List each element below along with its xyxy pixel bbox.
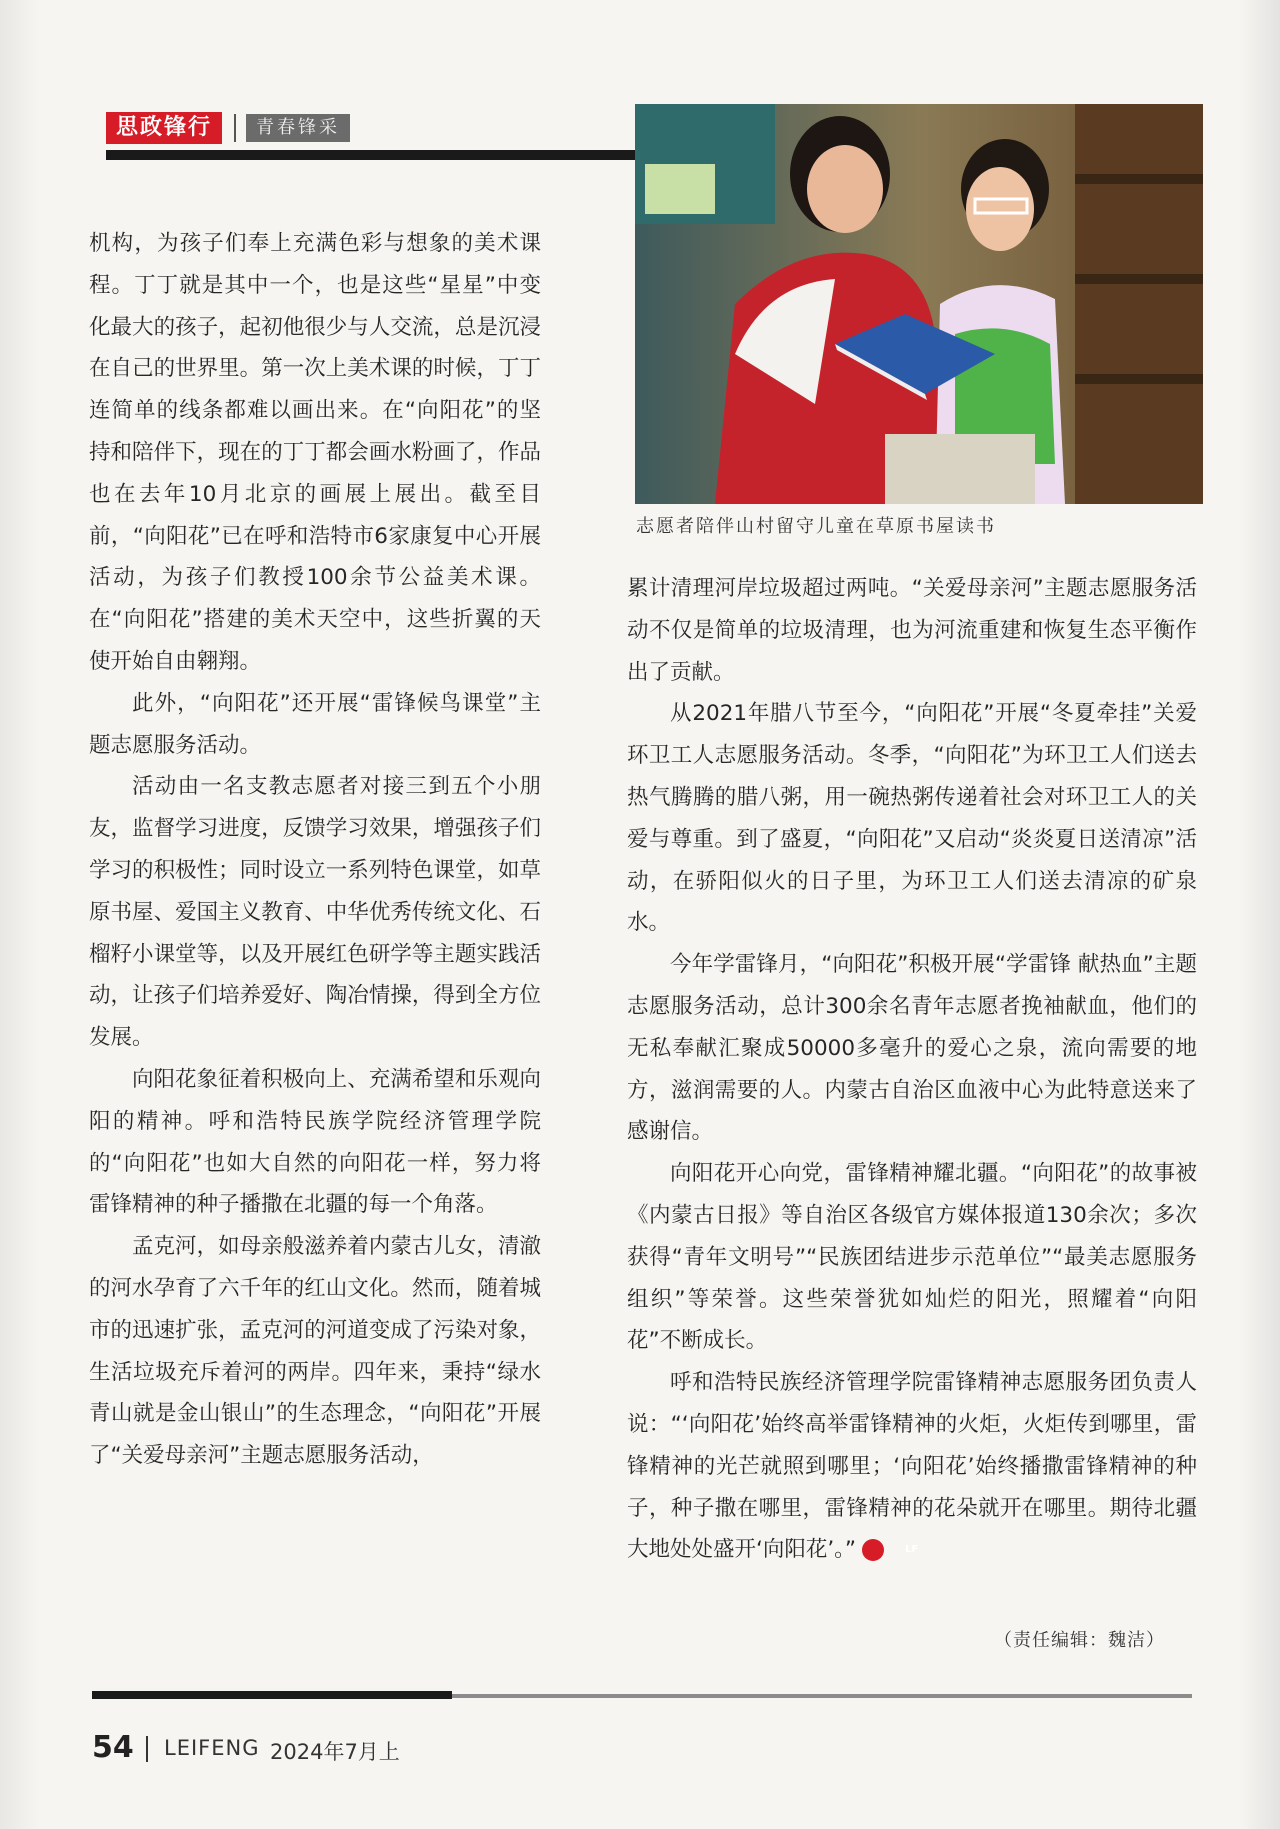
page-number: 54 bbox=[92, 1730, 134, 1765]
photo-illustration bbox=[635, 104, 1203, 504]
paragraph: 孟克河，如母亲般滋养着内蒙古儿女，清澈的河水孕育了六千年的红山文化。然而，随着城市的迅速扩张，孟克河的河道变成了污染对象，生活垃圾充斥着河的两岸。四年来，秉持“绿水青山就是金山银山”的生态理念，“向阳花”开展了“关爱母亲河”主题志愿服务活动， bbox=[89, 1234, 541, 1469]
sub-section-tag: 青春锋采 bbox=[246, 114, 350, 142]
paragraph: 活动由一名支教志愿者对接三到五个小朋友，监督学习进度，反馈学习效果，增强孩子们学习的积极性；同时设立一系列特色课堂，如草原书屋、爱国主义教育、中华优秀传统文化、石榴籽小课堂等，以及开展红色研学等主题实践活动，让孩子们培养爱好、陶冶情操，得到全方位发展。 bbox=[89, 774, 541, 1051]
paragraph: 今年学雷锋月，“向阳花”积极开展“学雷锋 献热血”主题志愿服务活动，总计300余名青年志愿者挽袖献血，他们的无私奉献汇聚成50000多毫升的爱心之泉，流向需要的地方，滋润需要的人。内蒙古自治区血液中心为此特意送来了感谢信。 bbox=[627, 952, 1197, 1145]
volunteer-reading-photo bbox=[635, 104, 1203, 504]
section-header bbox=[106, 108, 546, 156]
paragraph: 机构，为孩子们奉上充满色彩与想象的美术课程。丁丁就是其中一个，也是这些“星星”中变化最大的孩子，起初他很少与人交流，总是沉浸在自己的世界里。第一次上美术课的时候，丁丁连简单的线条都难以画出来。在“向阳花”的坚持和陪伴下，现在的丁丁都会画水粉画了，作品也在去年10月北京的画展上展出。截至目前，“向阳花”已在呼和浩特市6家康复中心开展活动，为孩子们教授100余节公益美术课。在“向阳花”搭建的美术天空中，这些折翼的天使开始自由翱翔。 bbox=[89, 231, 541, 674]
paragraph: 累计清理河岸垃圾超过两吨。“关爱母亲河”主题志愿服务活动不仅是简单的垃圾清理，也为河流重建和恢复生态平衡作出了贡献。 bbox=[627, 576, 1197, 685]
footer-rule-dark bbox=[92, 1691, 452, 1699]
paragraph: 呼和浩特民族经济管理学院雷锋精神志愿服务团负责人说：“‘向阳花’始终高举雷锋精神的火炬，火炬传到哪里，雷锋精神的光芒就照到哪里；‘向阳花’始终播撒雷锋精神的种子，种子撒在哪里，雷锋精神的花朵就开在哪里。期待北疆大地处处盛开‘向阳花’。” bbox=[627, 1370, 1197, 1563]
issue-date: 2024年7月上 bbox=[270, 1740, 400, 1764]
footer-rule-grey bbox=[452, 1694, 1192, 1698]
magazine-name: LEIFENG bbox=[164, 1736, 260, 1760]
paragraph: 向阳花象征着积极向上、充满希望和乐观向阳的精神。呼和浩特民族学院经济管理学院的“向阳花”也如大自然的向阳花一样，努力将雷锋精神的种子播撒在北疆的每一个角落。 bbox=[89, 1066, 541, 1218]
photo-caption: 志愿者陪伴山村留守儿童在草原书屋读书 bbox=[636, 516, 996, 537]
paragraph-with-end-mark bbox=[627, 1362, 1197, 1571]
left-text-column bbox=[89, 223, 541, 1477]
paragraph: 从2021年腊八节至今，“向阳花”开展“冬夏牵挂”关爱环卫工人志愿服务活动。冬季，“向阳花”为环卫工人们送去热气腾腾的腊八粥，用一碗热粥传递着社会对环卫工人的关爱与尊重。到了盛夏，“向阳花”又启动“炎炎夏日送清凉”活动，在骄阳似火的日子里，为环卫工人们送去清凉的矿泉水。 bbox=[627, 701, 1197, 936]
right-text-column bbox=[627, 568, 1197, 1571]
section-tag: 思政锋行 bbox=[106, 112, 222, 144]
footer-divider bbox=[146, 1736, 148, 1762]
paragraph: 向阳花开心向党，雷锋精神耀北疆。“向阳花”的故事被《内蒙古日报》等自治区各级官方媒体报道130余次；多次获得“青年文明号”“民族团结进步示范单位”“最美志愿服务组织”等荣誉。这些荣誉犹如灿烂的阳光，照耀着“向阳花”不断成长。 bbox=[627, 1161, 1197, 1354]
responsible-editor: （责任编辑：魏洁） bbox=[994, 1630, 1165, 1651]
tag-divider bbox=[234, 114, 236, 142]
lf-end-mark-icon: LF bbox=[862, 1539, 884, 1561]
paragraph: 此外，“向阳花”还开展“雷锋候鸟课堂”主题志愿服务活动。 bbox=[89, 690, 541, 758]
header-rule bbox=[106, 150, 636, 160]
